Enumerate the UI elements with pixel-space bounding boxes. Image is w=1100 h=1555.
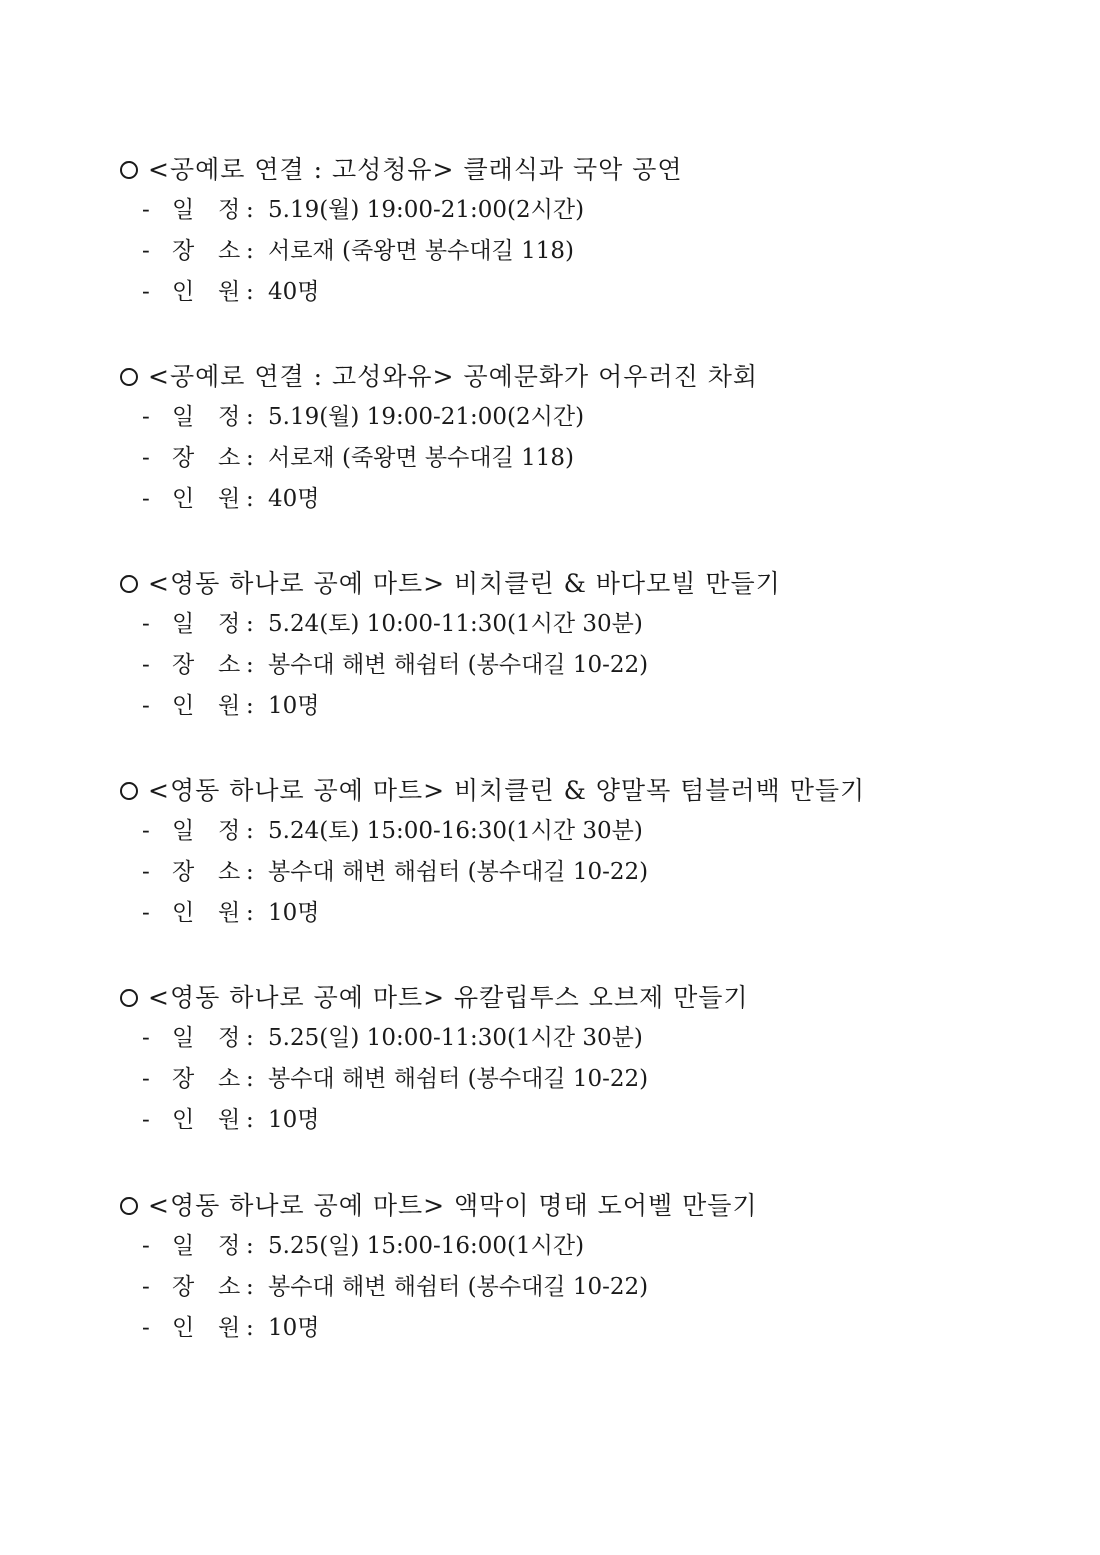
event-people-row: - 인 원 : 10명 <box>120 686 1020 727</box>
circle-bullet-icon <box>120 989 138 1007</box>
event-date: 5.24(토) 10:00-11:30(1시간 30분) <box>268 611 643 637</box>
event-people-row: - 인 원 : 10명 <box>120 1308 1020 1349</box>
place-label: 장 소 <box>172 859 241 885</box>
event-people-row: - 인 원 : 40명 <box>120 272 1020 313</box>
circle-bullet-icon <box>120 575 138 593</box>
place-label: 장 소 <box>172 1066 241 1092</box>
place-label: 장 소 <box>172 652 241 678</box>
event-title-row <box>120 978 1020 1018</box>
event-place: 서로재 (죽왕면 봉수대길 118) <box>268 238 574 264</box>
people-label: 인 원 <box>172 279 241 305</box>
circle-bullet-icon <box>120 782 138 800</box>
event-section <box>120 357 1020 520</box>
event-date-row: - 일 정 : 5.25(일) 15:00-16:00(1시간) <box>120 1226 1020 1267</box>
event-date: 5.25(일) 10:00-11:30(1시간 30분) <box>268 1025 643 1051</box>
event-date: 5.24(토) 15:00-16:30(1시간 30분) <box>268 818 643 844</box>
event-title-row <box>120 564 1020 604</box>
event-people: 10명 <box>268 900 320 926</box>
event-place-row: - 장 소 : 봉수대 해변 해쉼터 (봉수대길 10-22) <box>120 645 1020 686</box>
event-place-row: - 장 소 : 봉수대 해변 해쉼터 (봉수대길 10-22) <box>120 1267 1020 1308</box>
event-section <box>120 771 1020 934</box>
people-label: 인 원 <box>172 1107 241 1133</box>
event-section <box>120 150 1020 313</box>
event-title-row <box>120 1186 1020 1226</box>
event-people-row: - 인 원 : 10명 <box>120 1100 1020 1141</box>
event-place: 서로재 (죽왕면 봉수대길 118) <box>268 445 574 471</box>
people-label: 인 원 <box>172 486 241 512</box>
date-label: 일 정 <box>172 1025 241 1051</box>
event-date-row: - 일 정 : 5.24(토) 10:00-11:30(1시간 30분) <box>120 604 1020 645</box>
event-place: 봉수대 해변 해쉼터 (봉수대길 10-22) <box>268 1066 649 1092</box>
date-label: 일 정 <box>172 611 241 637</box>
event-place-row: - 장 소 : 봉수대 해변 해쉼터 (봉수대길 10-22) <box>120 1059 1020 1100</box>
people-label: 인 원 <box>172 900 241 926</box>
event-title-row <box>120 150 1020 190</box>
event-people-row: - 인 원 : 40명 <box>120 479 1020 520</box>
event-people-row: - 인 원 : 10명 <box>120 893 1020 934</box>
event-place-row: - 장 소 : 서로재 (죽왕면 봉수대길 118) <box>120 231 1020 272</box>
event-title: <공예로 연결 : 고성와유> 공예문화가 어우러진 차회 <box>148 362 758 391</box>
event-date-row: - 일 정 : 5.25(일) 10:00-11:30(1시간 30분) <box>120 1018 1020 1059</box>
event-title: <영동 하나로 공예 마트> 유칼립투스 오브제 만들기 <box>148 983 749 1012</box>
date-label: 일 정 <box>172 404 241 430</box>
circle-bullet-icon <box>120 161 138 179</box>
event-title-row <box>120 357 1020 397</box>
event-people: 40명 <box>268 279 320 305</box>
event-date-row: - 일 정 : 5.24(토) 15:00-16:30(1시간 30분) <box>120 811 1020 852</box>
place-label: 장 소 <box>172 1274 241 1300</box>
event-place-row: - 장 소 : 서로재 (죽왕면 봉수대길 118) <box>120 438 1020 479</box>
event-place: 봉수대 해변 해쉼터 (봉수대길 10-22) <box>268 859 649 885</box>
event-place: 봉수대 해변 해쉼터 (봉수대길 10-22) <box>268 652 649 678</box>
event-place: 봉수대 해변 해쉼터 (봉수대길 10-22) <box>268 1274 649 1300</box>
event-title: <영동 하나로 공예 마트> 비치클린 & 바다모빌 만들기 <box>148 569 781 598</box>
event-title: <영동 하나로 공예 마트> 비치클린 & 양말목 텀블러백 만들기 <box>148 776 866 805</box>
event-date: 5.19(월) 19:00-21:00(2시간) <box>268 404 585 430</box>
event-date: 5.25(일) 15:00-16:00(1시간) <box>268 1233 585 1259</box>
event-title: <영동 하나로 공예 마트> 액막이 명태 도어벨 만들기 <box>148 1191 758 1220</box>
event-date: 5.19(월) 19:00-21:00(2시간) <box>268 197 585 223</box>
place-label: 장 소 <box>172 238 241 264</box>
place-label: 장 소 <box>172 445 241 471</box>
event-people: 10명 <box>268 693 320 719</box>
event-section <box>120 564 1020 727</box>
event-title-row <box>120 771 1020 811</box>
people-label: 인 원 <box>172 693 241 719</box>
event-people: 40명 <box>268 486 320 512</box>
circle-bullet-icon <box>120 368 138 386</box>
circle-bullet-icon <box>120 1197 138 1215</box>
event-place-row: - 장 소 : 봉수대 해변 해쉼터 (봉수대길 10-22) <box>120 852 1020 893</box>
event-section <box>120 1186 1020 1349</box>
event-people: 10명 <box>268 1107 320 1133</box>
event-section <box>120 978 1020 1141</box>
dash-marker: - <box>142 197 150 223</box>
event-title: <공예로 연결 : 고성청유> 클래식과 국악 공연 <box>148 155 683 184</box>
event-date-row: - 일 정 : 5.19(월) 19:00-21:00(2시간) <box>120 397 1020 438</box>
event-people: 10명 <box>268 1315 320 1341</box>
date-label: 일 정 <box>172 197 241 223</box>
event-date-row: - 일 정 : 5.19(월) 19:00-21:00(2시간) <box>120 190 1020 231</box>
date-label: 일 정 <box>172 1233 241 1259</box>
people-label: 인 원 <box>172 1315 241 1341</box>
date-label: 일 정 <box>172 818 241 844</box>
